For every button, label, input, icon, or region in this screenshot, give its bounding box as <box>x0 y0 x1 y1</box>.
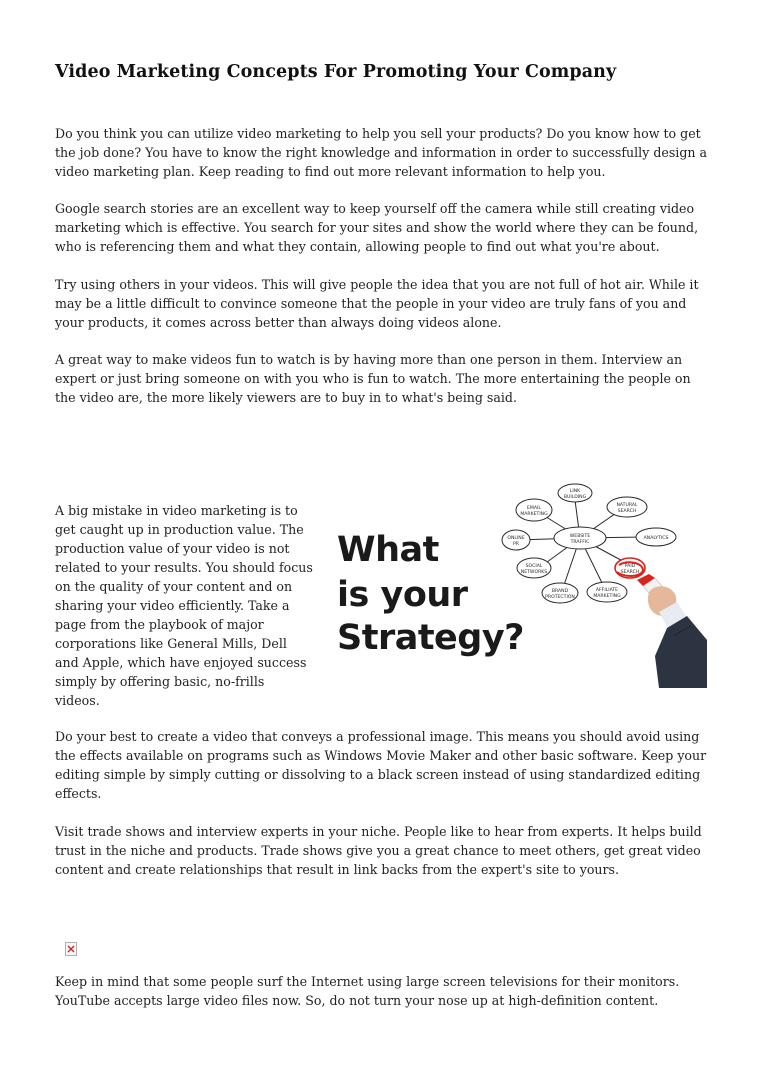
node-label-natural: NATURAL <box>616 503 638 508</box>
node-label-building: BUILDING <box>563 495 587 500</box>
node-label-online: ONLINE <box>507 536 525 541</box>
node-label-brand: BRAND <box>551 589 569 594</box>
node-label-website: WEBSITE <box>569 534 591 539</box>
node-label-email: EMAIL <box>527 506 541 511</box>
broken-image-icon <box>65 942 77 956</box>
node-label-search: SEARCH <box>617 509 637 514</box>
node-label-affiliate: AFFILIATE <box>595 588 619 593</box>
node-label-networks: NETWORKS <box>520 570 548 575</box>
node-label-link: LINK <box>569 489 581 494</box>
headline-line-2: is your <box>337 575 468 615</box>
paragraph-multiple-people: A great way to make videos fun to watch is by having more than one person in them. Interview an expert or just bring someone on with you who is fun to watch. The more entertaining the people on the video are, the more likely viewers are to buy in to what's being said. <box>55 352 691 405</box>
paragraph-professional-image: Do your best to create a video that conveys a professional image. This means you should avoid using the effects available on programs such as Windows Movie Maker and other basic software. Keep your editing simple by simply cutting or dissolving to a black screen instead of using standardized editing effects. <box>55 729 707 801</box>
headline-line-1: What <box>337 530 439 570</box>
node-label-analytics: ANALYTICS <box>643 536 669 541</box>
paragraph-high-definition: Keep in mind that some people surf the Internet using large screen televisions for their monitors. YouTube accepts large video files now. So, do not turn your nose up at high-definition content. <box>55 974 680 1008</box>
paragraph-trade-shows: Visit trade shows and interview experts in your niche. People like to hear from experts. It helps build trust in the niche and products. Trade shows give you a great chance to meet others, get great video content and create relationships that result in link backs from the expert's site to yours. <box>55 824 702 877</box>
mind-map-sketch <box>337 480 707 688</box>
business-hand-illustration <box>637 574 707 688</box>
headline-line-3: Strategy? <box>337 618 524 658</box>
page-title: Video Marketing Concepts For Promoting Your Company <box>55 62 617 82</box>
suit-sleeve <box>655 616 707 688</box>
node-label-marketing-aff: MARKETING <box>593 594 621 599</box>
node-label-social: SOCIAL <box>525 564 543 569</box>
node-label-paid-search: SEARCH <box>620 570 640 575</box>
paragraph-google-search: Google search stories are an excellent way to keep yourself off the camera while still creating video marketing which is effective. You search for your sites and show the world where they can be found, who is referencing them and what they contain, allowing people to find out what you're about. <box>55 201 699 254</box>
strategy-illustration <box>337 480 707 688</box>
node-label-marketing-email: MARKETING <box>520 512 548 517</box>
node-label-traffic: TRAFFIC <box>570 540 590 545</box>
paragraph-production-value: A big mistake in video marketing is to get caught up in production value. The production value of your video is not related to your results. You should focus on the quality of your content and on sharing your video efficiently. Take a page from the playbook of major corporations like General Mills, Dell and Apple, which have enjoyed success simply by offering basic, no-frills videos. <box>55 503 313 708</box>
node-label-paid: PAID <box>624 564 636 569</box>
broken-image-glyph <box>66 943 76 955</box>
paragraph-use-others: Try using others in your videos. This will give people the idea that you are not full of hot air. While it may be a little difficult to convince someone that the people in your video are truly fans of you and your products, it comes across better than always doing videos alone. <box>55 277 699 330</box>
node-label-protection: PROTECTION <box>545 595 575 600</box>
paragraph-intro: Do you think you can utilize video marketing to help you sell your products? Do you know how to get the job done? You have to know the right knowledge and information in order to successfully design a video marketing plan. Keep reading to find out more relevant information to help you. <box>55 126 708 179</box>
node-label-pr: PR <box>513 542 519 547</box>
